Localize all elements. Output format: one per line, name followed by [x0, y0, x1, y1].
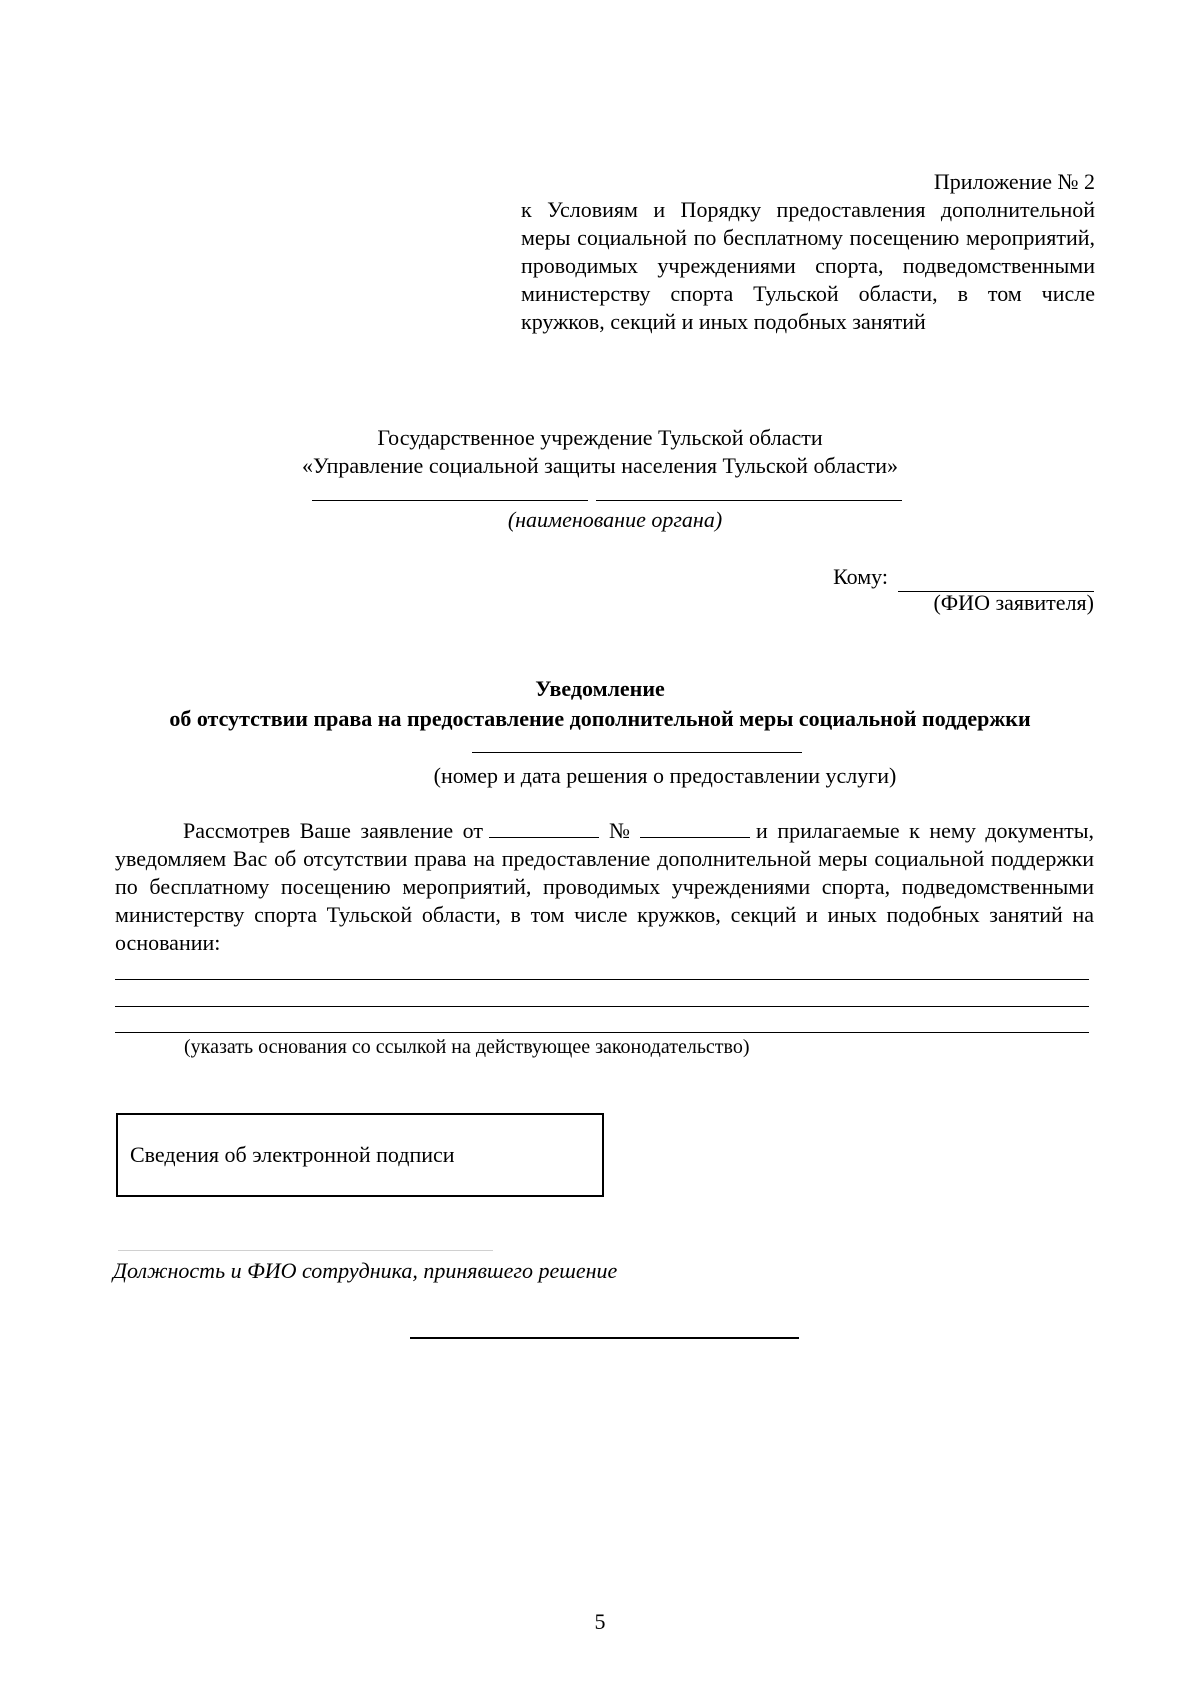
- appendix-block: [521, 168, 1095, 336]
- electronic-signature-label: Сведения об электронной подписи: [130, 1141, 455, 1167]
- organization-blank-line-2: [596, 500, 902, 501]
- body-part1: Рассмотрев Ваше заявление от: [183, 818, 483, 843]
- document-title: Уведомление: [535, 676, 665, 701]
- decision-caption: (номер и дата решения о предоставлении услуги): [433, 763, 897, 788]
- recipient-row: [833, 563, 1094, 592]
- page-number: 5: [594, 1609, 606, 1634]
- electronic-signature-box: [116, 1113, 604, 1197]
- basis-blank-line-1: [115, 979, 1089, 980]
- organization-blank-lines: [312, 500, 902, 502]
- recipient-label: Кому:: [833, 564, 888, 589]
- document-subtitle: об отсутствии права на предоставление дополнительной меры социальной поддержки: [169, 706, 1031, 731]
- employee-caption: Должность и ФИО сотрудника, принявшего решение: [113, 1258, 618, 1283]
- signature-line: [410, 1337, 799, 1339]
- basis-caption: (указать основания со ссылкой на действующее законодательство): [184, 1036, 750, 1058]
- number-sign: №: [604, 818, 635, 843]
- appendix-number: Приложение № 2: [933, 169, 1095, 194]
- basis-blank-line-2: [115, 1006, 1089, 1007]
- application-number-blank: [640, 817, 750, 838]
- body-part2: и прилагаемые к нему документы, уведомляем Вас об отсутствии права на предоставление дополнительной меры социальной поддержки по бесплатному посещению мероприятий, проводимых учреждениями спорта, подведомственными министерству спорта Тульской области, в том числе кружков, секций и иных подобных занятий на основании:: [115, 818, 1094, 955]
- organization-caption: (наименование органа): [507, 507, 723, 532]
- employee-blank-line: [118, 1250, 493, 1251]
- organization-name-line1: Государственное учреждение Тульской области: [377, 425, 823, 450]
- organization-name-line2: «Управление социальной защиты населения Тульской области»: [301, 453, 898, 478]
- recipient-caption: (ФИО заявителя): [933, 590, 1094, 615]
- appendix-text: к Условиям и Порядку предоставления дополнительной меры социальной по бесплатному посещению мероприятий, проводимых учреждениями спорта, подведомственными министерству спорта Тульской области, в том числе кружков, секций и иных подобных занятий: [521, 197, 1095, 334]
- basis-blank-line-3: [115, 1032, 1089, 1033]
- organization-blank-line-1: [312, 500, 588, 501]
- decision-blank-line: [472, 752, 802, 753]
- notice-body: [115, 817, 1094, 957]
- application-date-blank: [489, 817, 599, 838]
